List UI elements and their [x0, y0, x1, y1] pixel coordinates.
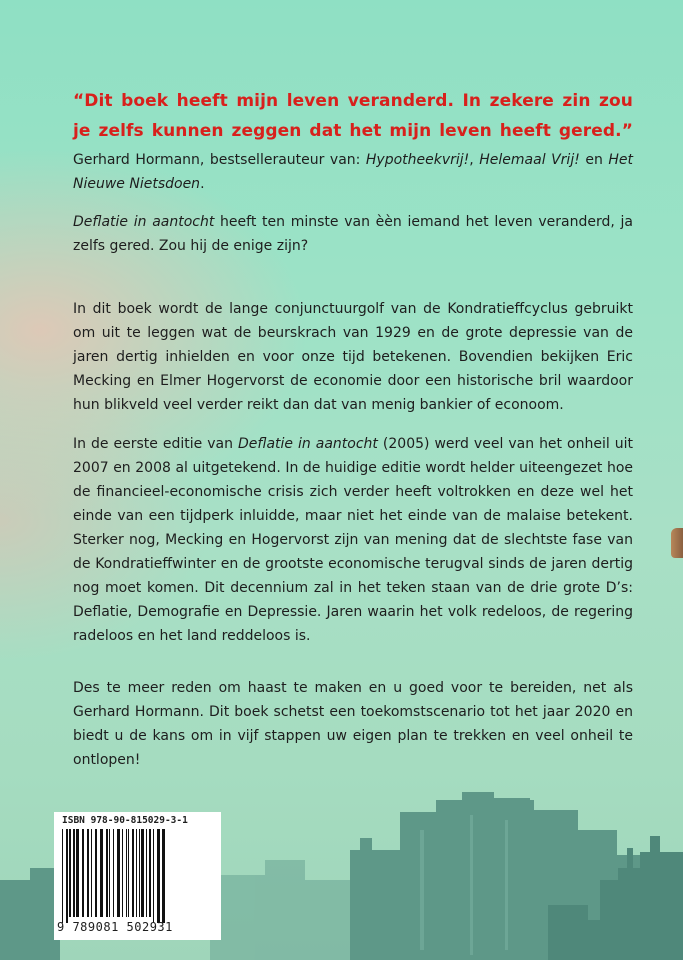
paragraph-editions-lead: In de eerste editie van — [73, 436, 238, 452]
attribution-separator: , — [469, 152, 480, 168]
barcode-bar — [69, 829, 71, 917]
attribution-lead: Gerhard Hormann, bestsellerauteur van: — [73, 152, 366, 168]
paragraph-kondratieff: In dit boek wordt de lange conjunctuurgolf van de Kondratieffcyclus gebruikt om uit te leggen wat de beurskrach van 1929 en de grote depressie van de jaren dertig inhielden en voor onze tijd betekenen. Bovendien bekijken Eric Mecking en Elmer Hogervorst de economie door een historische bril waardoor hun blikveld veel verder reikt dan dat van menig bankier of econoom. — [73, 301, 633, 413]
book-title-deflatie: Deflatie in aantocht — [238, 436, 378, 452]
photo-edge-fragment — [671, 528, 683, 558]
book-title-het-nieuwe-nietsdoen: Het Nieuwe Nietsdoen — [73, 152, 633, 192]
attribution-end: . — [200, 176, 205, 192]
barcode-bar — [95, 829, 97, 917]
isbn-barcode — [54, 812, 221, 940]
book-title-helemaal-vrij: Helemaal Vrij! — [479, 152, 580, 168]
book-title-hypotheekvrij: Hypotheekvrij! — [365, 152, 470, 168]
ean-digits: 9 789081 502931 — [57, 920, 173, 934]
barcode-bar — [66, 829, 68, 923]
barcode-bars — [60, 829, 215, 923]
paragraph-intro — [73, 210, 633, 258]
barcode-bar — [139, 829, 140, 917]
barcode-bar — [82, 829, 84, 917]
barcode-bar — [122, 829, 123, 917]
barcode-bar — [91, 829, 92, 917]
barcode-bar — [113, 829, 114, 917]
paragraph-editions — [73, 432, 633, 648]
paragraph-intro-text: heeft ten minste van èèn iemand het leven veranderd, ja zelfs gered. Zou hij de enige zijn? — [73, 214, 633, 254]
barcode-bar — [126, 829, 127, 917]
paragraph-call-to-action: Des te meer reden om haast te maken en u goed voor te bereiden, net als Gerhard Hormann. Dit boek schetst een toekomstscenario tot het jaar 2020 en biedt u de kans om in vijf stappen uw eigen plan te trekken en veel onheil te ontlopen! — [73, 680, 633, 768]
barcode-bar — [132, 829, 134, 917]
barcode-bar — [128, 829, 129, 917]
barcode-bar — [153, 829, 154, 923]
barcode-bar — [76, 829, 79, 917]
barcode-bar — [73, 829, 75, 917]
barcode-bar — [146, 829, 147, 917]
barcode-bar — [109, 829, 110, 917]
barcode-bar — [106, 829, 108, 917]
barcode-bar — [62, 829, 63, 923]
paragraph-editions-text: (2005) werd veel van het onheil uit 2007 en 2008 al uitgetekend. In de huidige editie wordt helder uiteengezet hoe de financieel-economische crisis zich verder heeft voltrokken en deze wel het einde van een tijdperk inluidde, maar niet het einde van de malaise betekent. Sterker nog, Mecking en Hogervorst zijn van mening dat de slechtste fase van de Kondratieffwinter en de grootste economische terugval sinds de jaren dertig nog moet komen. Dit decennium zal in het teken staan van de drie grote D’s: Deflatie, Demografie en Depressie. Jaren waarin het volk redeloos, de regering radeloos en het land reddeloos is. — [73, 436, 633, 644]
testimonial-quote: “Dit boek heeft mijn leven veranderd. In zekere zin zou je zelfs kunnen zeggen dat het mijn leven heeft gered.” — [73, 91, 633, 141]
barcode-bar — [100, 829, 103, 917]
barcode-bar — [157, 829, 160, 923]
barcode-bar — [117, 829, 120, 917]
isbn-label: ISBN 978-90-815029-3-1 — [62, 815, 188, 826]
barcode-bar — [141, 829, 144, 917]
attribution-separator: en — [579, 152, 609, 168]
barcode-bar — [87, 829, 89, 917]
barcode-bar — [162, 829, 165, 923]
book-title-deflatie: Deflatie in aantocht — [73, 214, 215, 230]
barcode-bar — [136, 829, 137, 917]
quote-attribution — [73, 148, 633, 196]
barcode-bar — [149, 829, 151, 917]
